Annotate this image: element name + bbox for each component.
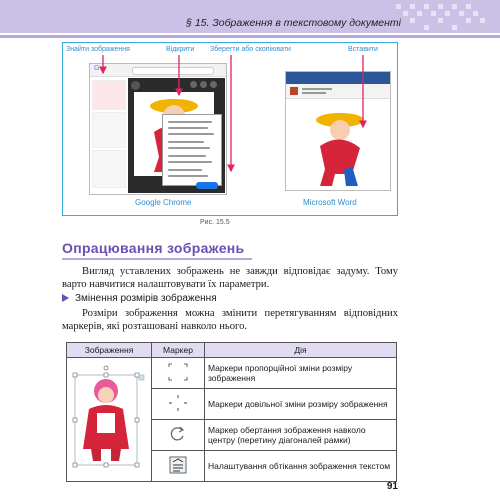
header-divider — [0, 35, 500, 38]
marker-cell — [152, 358, 205, 389]
column-header: Зображення — [67, 343, 152, 358]
column-header: Дія — [205, 343, 397, 358]
label-save-copy: Зберегти або скопіювати — [210, 46, 291, 53]
triangle-bullet-icon — [62, 294, 69, 302]
markers-table — [66, 342, 397, 482]
page-number: 91 — [386, 481, 398, 492]
subheading — [62, 293, 217, 304]
label-insert: Вставити — [348, 46, 378, 53]
figure-number: Рис. 15.5 — [200, 219, 230, 226]
column-header: Маркер — [152, 343, 205, 358]
marker-cell — [152, 389, 205, 420]
section-title-underline — [62, 258, 252, 260]
corner-markers-icon — [166, 361, 190, 383]
paragraph: Розміри зображення можна змінити перетягуванням відповідних маркерів, які розташовані навколо нього. — [62, 308, 398, 332]
callout-arrows — [63, 43, 397, 215]
chrome-toolbar: G — [90, 64, 226, 77]
subheading-text: Змінення розмірів зображення — [75, 293, 217, 304]
action-cell: Налаштування обтікання зображення текстом — [205, 451, 397, 482]
marker-cell — [152, 451, 205, 482]
section-header: § 15. Зображення в текстовому документі — [186, 17, 401, 29]
section-title: Опрацювання зображень — [62, 240, 245, 256]
image-cell — [67, 358, 152, 482]
label-open: Відкрити — [166, 46, 195, 53]
rotate-marker-icon — [166, 423, 190, 445]
wrap-text-icon — [166, 454, 190, 476]
action-cell: Маркер обертання зображення навколо центру (перетину діагоналей рамки) — [205, 420, 397, 451]
paragraph: Вигляд уставлених зображень не завжди відповідає задуму. Тому варто навчитися налаштовувати їх параметри. — [62, 266, 398, 290]
caption-chrome: Google Chrome — [135, 198, 192, 207]
table-header-row — [67, 343, 397, 358]
selected-image-with-markers — [67, 365, 145, 473]
action-cell: Маркери довільної зміни розміру зображення — [205, 389, 397, 420]
figure-frame — [62, 42, 398, 216]
side-markers-icon — [166, 392, 190, 414]
caption-word: Microsoft Word — [303, 198, 357, 207]
action-cell: Маркери пропорційної зміни розміру зображення — [205, 358, 397, 389]
table-row — [67, 358, 397, 389]
marker-cell — [152, 420, 205, 451]
label-find-image: Знайти зображення — [66, 46, 130, 53]
